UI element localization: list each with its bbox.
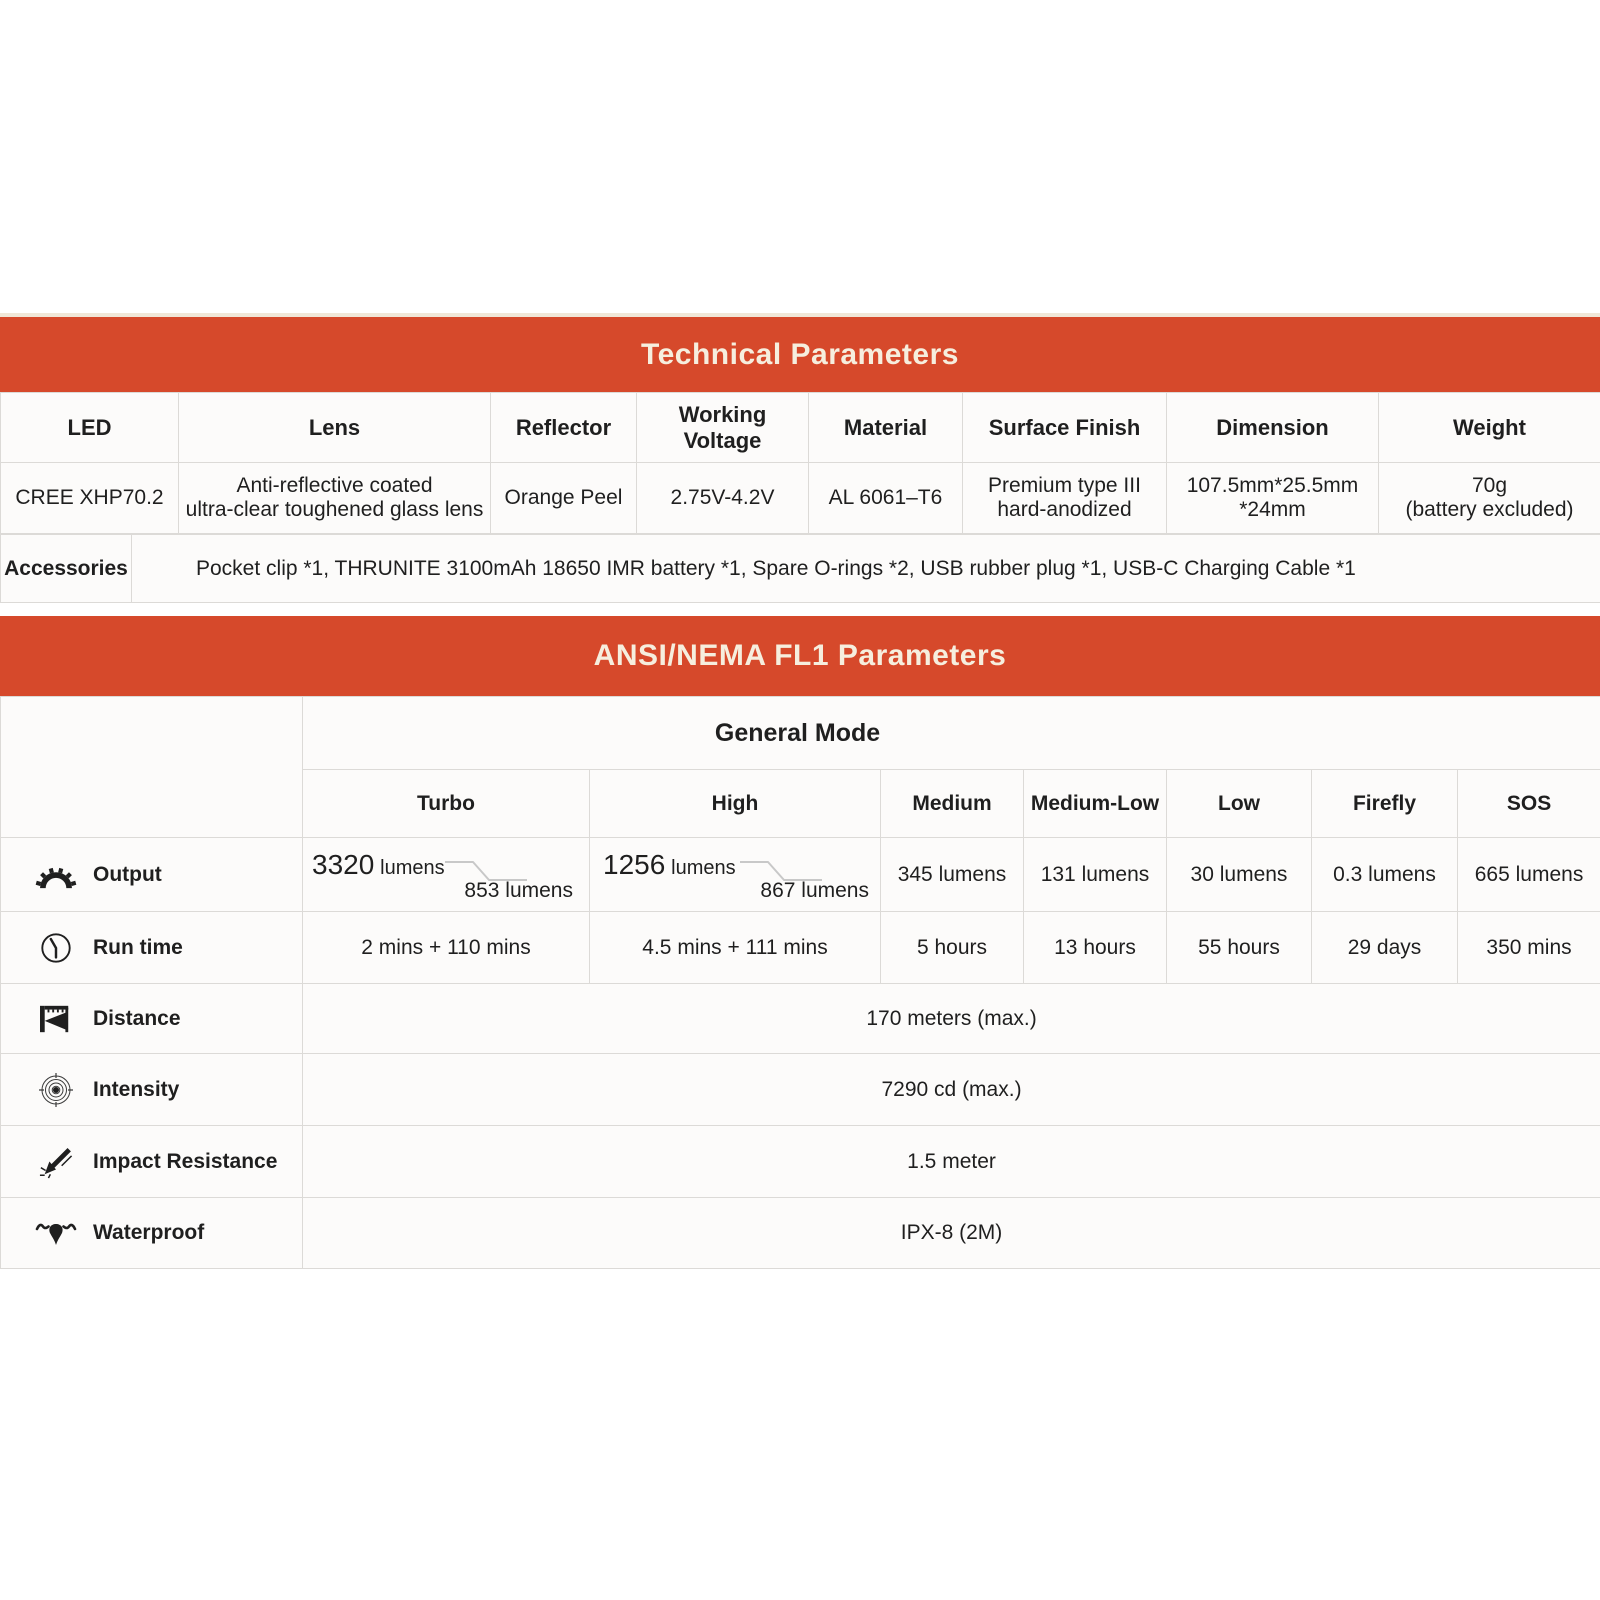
target-icon — [35, 1072, 77, 1108]
tech-value-reflector — [491, 463, 637, 534]
output-turbo-unit: lumens — [380, 857, 445, 879]
impact-resistance-row — [1, 1126, 1600, 1198]
run-time-low-cell: 55 hours — [1167, 912, 1312, 984]
output-high-value: 1256 — [603, 849, 666, 880]
tech-header-dimension: Dimension — [1167, 393, 1379, 463]
drop-icon — [35, 1218, 77, 1248]
tech-value-surface-finish — [963, 463, 1167, 534]
waterproof-row — [1, 1198, 1600, 1269]
output-row — [1, 838, 1600, 912]
intensity-label-cell — [1, 1054, 303, 1126]
impact-resistance-label: Impact Resistance — [93, 1149, 278, 1173]
mode-header-low: Low — [1167, 770, 1312, 838]
reflector-value: Orange Peel — [504, 486, 623, 510]
output-high-cell — [590, 838, 881, 912]
general-mode-row — [1, 697, 1600, 770]
impact-resistance-value-cell: 1.5 meter — [303, 1126, 1600, 1198]
output-sos-cell: 665 lumens — [1458, 838, 1600, 912]
mode-header-firefly: Firefly — [1312, 770, 1458, 838]
surface-finish-line2: hard-anodized — [997, 498, 1132, 521]
mode-row-label-spacer — [1, 697, 303, 838]
mode-header-turbo: Turbo — [303, 770, 590, 838]
output-turbo-cell — [303, 838, 590, 912]
ansi-fl1-banner — [0, 616, 1600, 696]
distance-row — [1, 984, 1600, 1054]
lens-value-line1: Anti-reflective coated — [236, 474, 433, 498]
tech-header-led: LED — [1, 393, 179, 463]
tech-header-weight: Weight — [1379, 393, 1600, 463]
material-value: AL 6061–T6 — [828, 486, 943, 510]
run-time-medium-low-cell: 13 hours — [1024, 912, 1167, 984]
ansi-fl1-table — [0, 696, 1600, 1269]
lens-value-line2: ultra-clear toughened glass lens — [185, 498, 484, 521]
output-low-cell: 30 lumens — [1167, 838, 1312, 912]
waterproof-label: Waterproof — [93, 1221, 205, 1244]
impact-resistance-label-cell — [1, 1126, 303, 1198]
run-time-turbo-cell: 2 mins + 110 mins — [303, 912, 590, 984]
tech-value-dimension — [1167, 463, 1379, 534]
section-gap — [0, 603, 1600, 616]
tech-header-surface-finish: Surface Finish — [963, 393, 1167, 463]
tech-header-reflector: Reflector — [491, 393, 637, 463]
output-high-unit: lumens — [671, 857, 736, 879]
accessories-row — [1, 535, 1600, 603]
weight-line1: 70g — [1471, 474, 1508, 498]
accessories-label: Accessories — [1, 535, 132, 603]
output-high-main — [603, 849, 736, 881]
technical-parameters-title: Technical Parameters — [641, 337, 959, 371]
sun-icon — [35, 860, 77, 890]
general-mode-title: General Mode — [714, 718, 881, 747]
tech-header-material: Material — [809, 393, 963, 463]
run-time-firefly-cell: 29 days — [1312, 912, 1458, 984]
ansi-fl1-title: ANSI/NEMA FL1 Parameters — [593, 639, 1007, 672]
run-time-medium-cell: 5 hours — [881, 912, 1024, 984]
output-medium-cell: 345 lumens — [881, 838, 1024, 912]
technical-parameters-banner — [0, 313, 1600, 392]
tech-value-row — [1, 463, 1600, 534]
intensity-value-cell: 7290 cd (max.) — [303, 1054, 1600, 1126]
tech-value-working-voltage — [637, 463, 809, 534]
dimension-line2: *24mm — [1239, 498, 1306, 521]
accessories-value: Pocket clip *1, THRUNITE 3100mAh 18650 IMR battery *1, Spare O-rings *2, USB rubber plug *1, USB-C Charging Cable *1 — [132, 535, 1600, 603]
distance-label: Distance — [93, 1006, 181, 1030]
waterproof-value-cell: IPX-8 (2M) — [303, 1198, 1600, 1269]
mode-header-medium-low: Medium-Low — [1024, 770, 1167, 838]
run-time-label: Run time — [93, 935, 183, 959]
clock-icon — [35, 931, 77, 965]
output-firefly-cell: 0.3 lumens — [1312, 838, 1458, 912]
intensity-row — [1, 1054, 1600, 1126]
accessories-table — [0, 534, 1600, 603]
output-medium-low-cell: 131 lumens — [1024, 838, 1167, 912]
run-time-label-cell — [1, 912, 303, 984]
tech-value-material — [809, 463, 963, 534]
surface-finish-line1: Premium type III — [988, 474, 1141, 498]
output-label: Output — [93, 862, 162, 886]
top-whitespace — [0, 0, 1600, 313]
run-time-high-cell: 4.5 mins + 111 mins — [590, 912, 881, 984]
tech-value-weight — [1379, 463, 1600, 534]
tech-value-led — [1, 463, 179, 534]
mode-header-sos: SOS — [1458, 770, 1600, 838]
technical-parameters-table — [0, 392, 1600, 534]
dimension-line1: 107.5mm*25.5mm — [1186, 474, 1359, 498]
mode-header-medium: Medium — [881, 770, 1024, 838]
output-turbo-main — [312, 849, 445, 881]
led-value: CREE XHP70.2 — [15, 486, 164, 510]
run-time-sos-cell: 350 mins — [1458, 912, 1600, 984]
output-high-stepdown: 867 lumens — [760, 879, 869, 902]
intensity-label: Intensity — [93, 1077, 180, 1101]
output-turbo-stepdown: 853 lumens — [464, 879, 573, 902]
weight-line2: (battery excluded) — [1405, 498, 1574, 521]
output-label-cell — [1, 838, 303, 912]
tech-header-working-voltage: Working Voltage — [637, 393, 809, 463]
distance-value-cell: 170 meters (max.) — [303, 984, 1600, 1054]
working-voltage-value: 2.75V-4.2V — [670, 486, 775, 510]
waterproof-label-cell — [1, 1198, 303, 1269]
output-turbo-value: 3320 — [312, 849, 375, 880]
distance-label-cell — [1, 984, 303, 1054]
mode-header-high: High — [590, 770, 881, 838]
tech-header-lens: Lens — [179, 393, 491, 463]
tech-header-row — [1, 393, 1600, 463]
tech-value-lens — [179, 463, 491, 534]
beam-icon — [35, 1003, 77, 1035]
run-time-row — [1, 912, 1600, 984]
impact-icon — [35, 1145, 77, 1179]
general-mode-cell — [303, 697, 1600, 770]
